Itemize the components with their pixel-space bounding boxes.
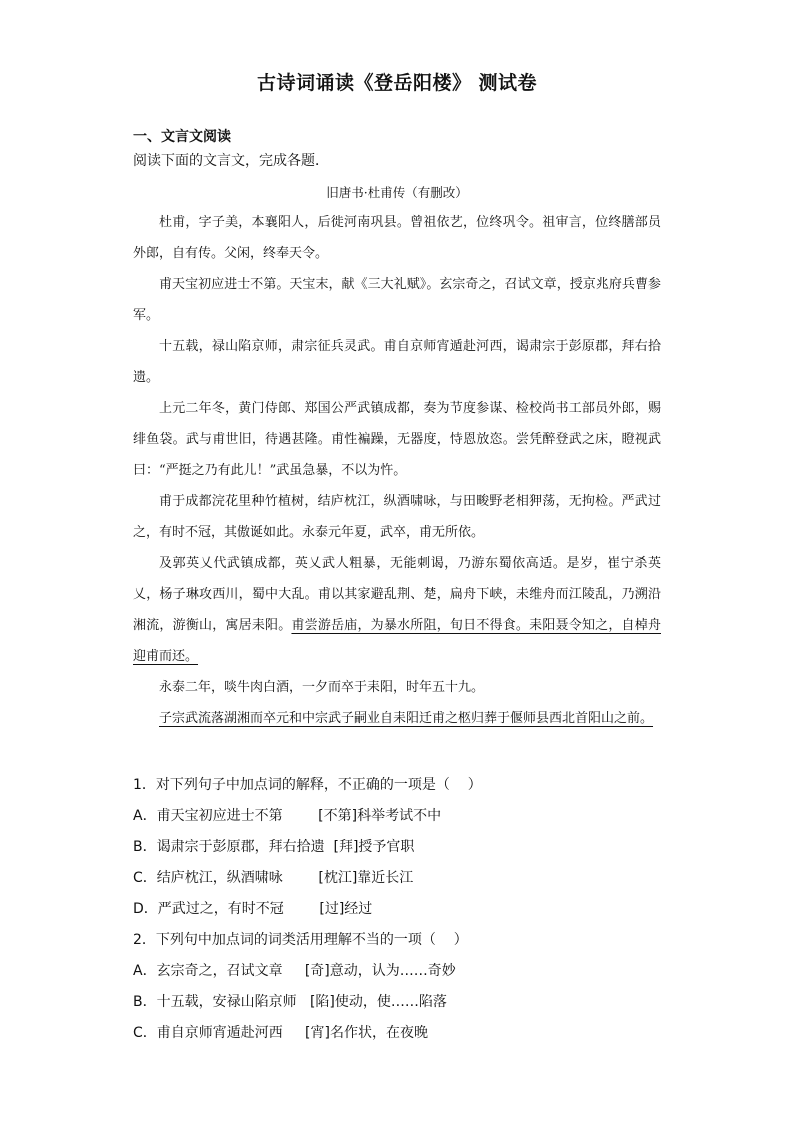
passage-paragraph: 杜甫，字子美，本襄阳人，后徙河南巩县。曾祖依艺，位终巩令。祖审言，位终膳部员外郎，自有传。父闲，终奉天令。 [133, 215, 661, 261]
option-c: C．甫自京师宵遁赴河西 [宵]名作状，在夜晚 [133, 1025, 428, 1041]
option-b: B．十五载，安禄山陷京师 [陷]使动，使……陷落 [133, 994, 447, 1010]
option-a: A．甫天宝初应进士不第 [不第]科举考试不中 [133, 808, 442, 824]
passage-paragraph: 及郭英乂代武镇成都，英乂武人粗暴，无能刺谒，乃游东蜀依高适。是岁，崔宁杀英乂，杨子琳攻西川，蜀中大乱。甫以其家避乱荆、楚，扁舟下峡，未维舟而江陵乱，乃溯沿湘流，游衡山，寓居耒阳。甫尝游岳庙，为暴水所阻，旬日不得食。耒阳聂令知之，自棹舟迎甫而还。 [133, 556, 661, 664]
questions-section [133, 770, 482, 1049]
page-title: 古诗词诵读《登岳阳楼》 测试卷 [256, 72, 538, 94]
passage-paragraph: 十五载，禄山陷京师，肃宗征兵灵武。甫自京师宵遁赴河西，谒肃宗于彭原郡，拜右拾遗。 [133, 339, 661, 385]
underlined-sentence: 甫尝游岳庙，为暴水所阻，旬日不得食。耒阳聂令知之，自棹舟迎甫而还。 [133, 618, 661, 664]
question-stem: 2．下列句中加点词的词类活用理解不当的一项（ ） [133, 932, 468, 948]
option-a: A．玄宗奇之，召试文章 [奇]意动，认为……奇妙 [133, 963, 456, 979]
passage-paragraph: 上元二年冬，黄门侍郎、郑国公严武镇成都，奏为节度参谋、检校尚书工部员外郎，赐绯鱼袋。武与甫世旧，待遇甚隆。甫性褊躁，无器度，恃恩放恣。尝凭醉登武之床，瞪视武曰：“严挺之乃有此儿！”武虽急暴，不以为忤。 [133, 401, 661, 478]
underlined-sentence: 子宗武流落湖湘而卒元和中宗武子嗣业自耒阳迁甫之柩归葬于偃师县西北首阳山之前。 [159, 711, 654, 726]
question-stem: 1．对下列句子中加点词的解释，不正确的一项是（ ） [133, 777, 482, 793]
option-b: B．谒肃宗于彭原郡，拜右拾遗 [拜]授予官职 [133, 839, 415, 855]
passage-paragraph: 甫天宝初应进士不第。天宝末，献《三大礼赋》。玄宗奇之，召试文章，授京兆府兵曹参军。 [133, 277, 661, 323]
passage-subtitle: 旧唐书·杜甫传（有删改） [326, 185, 468, 200]
classical-passage [133, 207, 661, 734]
instruction-text: 阅读下面的文言文，完成各题． [133, 153, 329, 169]
section-heading: 一、文言文阅读 [133, 129, 231, 145]
passage-paragraph: 甫于成都浣花里种竹植树，结庐枕江，纵酒啸咏，与田畯野老相狎荡，无拘检。严武过之，有时不冠，其傲诞如此。永泰元年夏，武卒，甫无所依。 [133, 494, 661, 540]
passage-paragraph [133, 703, 661, 734]
passage-paragraph: 永泰二年，啖牛肉白酒，一夕而卒于耒阳，时年五十九。 [159, 680, 485, 695]
option-d: D．严武过之，有时不冠 [过]经过 [133, 901, 373, 917]
option-c: C．结庐枕江，纵酒啸咏 [枕江]靠近长江 [133, 870, 414, 886]
